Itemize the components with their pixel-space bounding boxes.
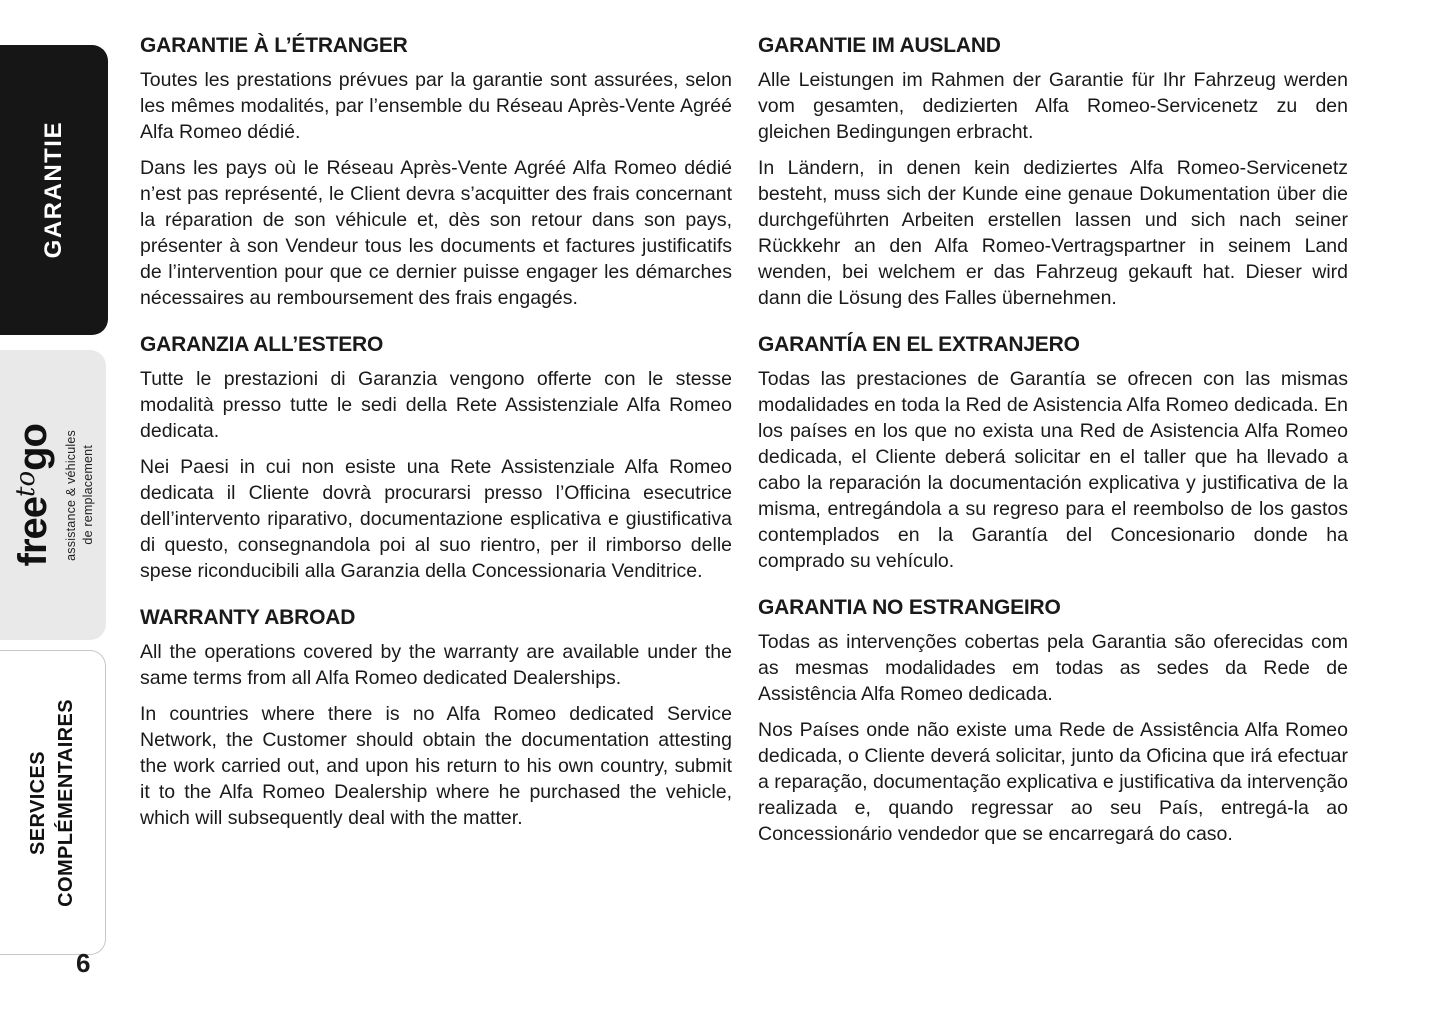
section-title-en: WARRANTY ABROAD: [140, 606, 356, 629]
section-garanzia-estero: [140, 333, 732, 584]
page-number: 6: [76, 948, 91, 978]
tab-services-line2: COMPLÉMENTAIRES: [55, 698, 77, 907]
left-column: [140, 34, 732, 853]
paragraph-pt-1: Todas as intervenções cobertas pela Garantia são oferecidas com as mesmas modalidades em todas as sedes da Rede de Assistência Alfa Romeo dedicada.: [758, 631, 1348, 705]
freetogo-subtitle: [64, 430, 95, 561]
tab-garantie-label: GARANTIE: [40, 121, 67, 259]
freetogo-logo: [11, 424, 56, 566]
paragraph-fr-1: Toutes les prestations prévues par la garantie sont assurées, selon les mêmes modalités, par l’ensemble du Réseau Après-Vente Agréé Alfa Romeo dédié.: [140, 69, 732, 143]
tab-garantie: [0, 45, 108, 335]
section-garantia-estrangeiro: [758, 596, 1348, 847]
section-warranty-abroad: [140, 606, 732, 831]
freetogo-subtitle-line2: de remplacement: [81, 445, 95, 545]
paragraph-de-2: In Ländern, in denen kein dediziertes Alfa Romeo-Servicenetz besteht, muss sich der Kunde eine genaue Dokumentation über die durchgeführten Arbeiten erstellen lassen und sich nach seiner Rückkehr an den Alfa Romeo-Vertragspartner in seinem Land wenden, bei welchem er das Fahrzeug gekauft hat. Dieser wird dann die Lösung des Falles übernehmen.: [758, 157, 1348, 309]
logo-free: free: [11, 496, 55, 567]
section-title-es: GARANTÍA EN EL EXTRANJERO: [758, 333, 1080, 356]
paragraph-es-1: Todas las prestaciones de Garantía se ofrecen con las mismas modalidades en toda la Red de Asistencia Alfa Romeo dedicada. En los países en los que no exista una Red de Asistencia Alfa Romeo dedicada, el Cliente deberá solicitar en el taller que ha llevado a cabo la reparación la documentación explicativa y justificativa de la misma, entregándola a su regreso para el reembolso de los gastos contemplados en la Garantía del Concesionario donde ha comprado su vehículo.: [758, 368, 1348, 572]
paragraph-it-2: Nei Paesi in cui non esiste una Rete Assistenziale Alfa Romeo dedicata il Cliente dovrà procurarsi presso l’Officina esecutrice dell’intervento riparativo, documentazione esplicativa e giustificativa di questo, consegnandola poi al suo rientro, per il rimborso delle spese riconducibili alla Garanzia della Concessionaria Venditrice.: [140, 456, 732, 582]
paragraph-en-2: In countries where there is no Alfa Romeo dedicated Service Network, the Customer should obtain the documentation attesting the work carried out, and upon his return to his own country, submit it to the Alfa Romeo Dealership where he purchased the vehicle, which will subsequently deal with the matter.: [140, 703, 732, 829]
section-garantie-ausland: [758, 34, 1348, 311]
section-title-it: GARANZIA ALL’ESTERO: [140, 333, 384, 356]
logo-to: to: [11, 470, 41, 497]
paragraph-fr-2: Dans les pays où le Réseau Après-Vente Agréé Alfa Romeo dédié n’est pas représenté, le Client devra s’acquitter des frais concernant la réparation de son véhicule et, dès son retour dans son pays, présenter à son Vendeur tous les documents et factures justificatifs de l’intervention pour que ce dernier puisse engager les démarches nécessaires au remboursement des frais engagés.: [140, 157, 732, 309]
section-garantia-extranjero: [758, 333, 1348, 574]
right-column: [758, 34, 1348, 869]
paragraph-it-1: Tutte le prestazioni di Garanzia vengono offerte con le stesse modalità presso tutte le sedi della Rete Assistenziale Alfa Romeo dedicata.: [140, 368, 732, 442]
tab-services-complementaires: [0, 650, 106, 955]
logo-go: go: [11, 423, 55, 471]
paragraph-pt-2: Nos Países onde não existe uma Rede de Assistência Alfa Romeo dedicada, o Cliente deverá solicitar, junto da Oficina que irá efectuar a reparação, documentação explicativa e justificativa da intervenção realizada e, quando regressar ao seu País, entregá-la ao Concessionário vendedor que se encarregará do caso.: [758, 719, 1348, 845]
paragraph-de-1: Alle Leistungen im Rahmen der Garantie für Ihr Fahrzeug werden vom gesamten, dedizierten Alfa Romeo-Servicenetz zu den gleichen Bedingungen erbracht.: [758, 69, 1348, 143]
section-title-de: GARANTIE IM AUSLAND: [758, 34, 1001, 57]
freetogo-subtitle-line1: assistance & véhicules: [64, 429, 78, 561]
section-title-fr: GARANTIE À L’ÉTRANGER: [140, 34, 408, 57]
tab-services-line1: SERVICES: [27, 750, 49, 855]
section-title-pt: GARANTIA NO ESTRANGEIRO: [758, 596, 1061, 619]
tab-freetogo: [0, 350, 106, 640]
paragraph-en-1: All the operations covered by the warranty are available under the same terms from all Alfa Romeo dedicated Dealerships.: [140, 641, 732, 689]
section-garantie-etranger: [140, 34, 732, 311]
